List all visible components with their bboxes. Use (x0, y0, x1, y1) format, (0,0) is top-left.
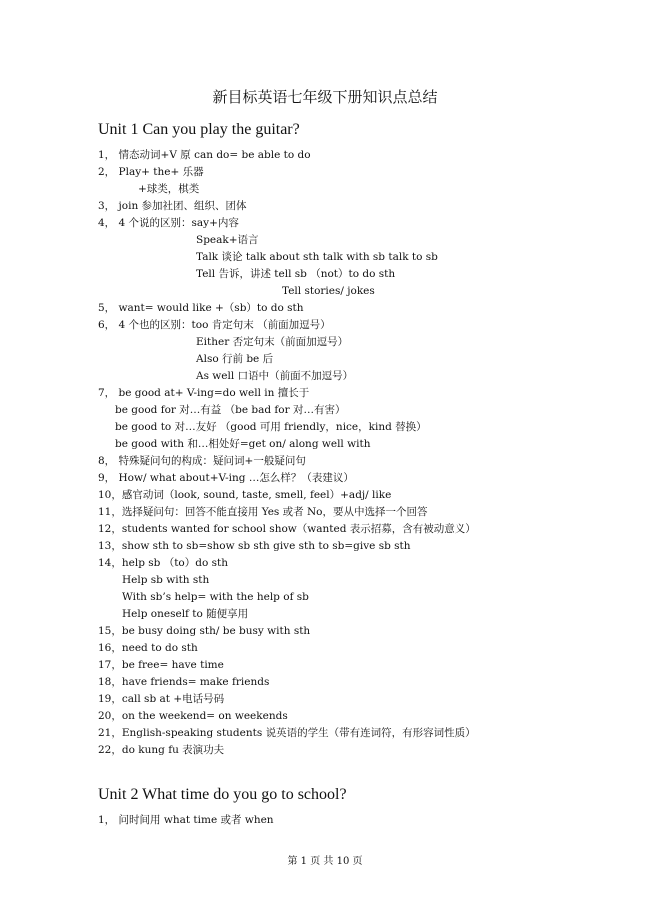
note-line: 1， 问时间用 what time 或者 when (98, 814, 274, 826)
note-line: +球类，棋类 (138, 183, 200, 195)
note-line: Speak+语言 (196, 234, 259, 246)
note-line: 12，students wanted for school show（wanted 表示招募，含有被动意义） (98, 523, 476, 535)
note-line: 2， Play+ the+ 乐器 (98, 166, 204, 178)
note-line: 6， 4 个也的区别：too 肯定句末 （前面加逗号） (98, 319, 331, 331)
note-line: 18，have friends= make friends (98, 676, 270, 688)
note-line: 15，be busy doing sth/ be busy with sth (98, 625, 311, 637)
note-line: 22，do kung fu 表演功夫 (98, 744, 225, 756)
note-line: 11，选择疑问句：回答不能直接用 Yes 或者 No，要从中选择一个回答 (98, 506, 428, 518)
note-line: 16，need to do sth (98, 642, 198, 654)
note-line: 21，English-speaking students 说英语的学生（带有连词符，有形容词性质） (98, 727, 476, 739)
note-line: Help oneself to 随便享用 (122, 608, 249, 620)
note-line: be good to 对…友好 （good 可用 friendly，nice，kind 替换） (115, 421, 427, 433)
unit-2-heading: Unit 2 What time do you go to school? (98, 786, 347, 803)
note-line: 13，show sth to sb=show sb sth give sth to sb=give sb sth (98, 540, 411, 552)
note-line: Tell stories/ jokes (282, 285, 375, 297)
document-title: 新目标英语七年级下册知识点总结 (212, 88, 438, 106)
note-line: 8， 特殊疑问句的构成：疑问词+一般疑问句 (98, 455, 306, 467)
note-line: Also 行前 be 后 (196, 353, 274, 365)
note-line: 14，help sb （to）do sth (98, 557, 228, 569)
note-line: 10，感官动词（look, sound, taste, smell, feel）+adj/ like (98, 489, 392, 501)
note-line: 20，on the weekend= on weekends (98, 710, 288, 722)
note-line: 3， join 参加社团、组织、团体 (98, 200, 247, 212)
note-line: 4， 4 个说的区别：say+内容 (98, 217, 239, 229)
note-line: As well 口语中（前面不加逗号） (196, 370, 354, 382)
unit-1-heading: Unit 1 Can you play the guitar? (98, 121, 300, 138)
note-line: 1， 情态动词+V 原 can do= be able to do (98, 149, 311, 161)
note-line: Help sb with sth (122, 574, 210, 586)
note-line: 19，call sb at +电话号码 (98, 693, 225, 705)
note-line: 5， want= would like +（sb）to do sth (98, 302, 304, 314)
page-footer: 第 1 页 共 10 页 (287, 856, 363, 867)
note-line: 17，be free= have time (98, 659, 224, 671)
note-line: be good for 对…有益 （be bad for 对…有害） (115, 404, 346, 416)
note-line: Tell 告诉，讲述 tell sb （not）to do sth (196, 268, 396, 280)
note-line: Either 否定句末（前面加逗号） (196, 336, 349, 348)
note-line: be good with 和…相处好=get on/ along well with (115, 438, 371, 450)
note-line: Talk 谈论 talk about sth talk with sb talk to sb (196, 251, 438, 263)
note-line: 9， How/ what about+V-ing …怎么样？（表建议） (98, 472, 354, 484)
note-line: 7， be good at+ V-ing=do well in 擅长于 (98, 387, 310, 399)
note-line: With sb’s help= with the help of sb (122, 591, 309, 603)
